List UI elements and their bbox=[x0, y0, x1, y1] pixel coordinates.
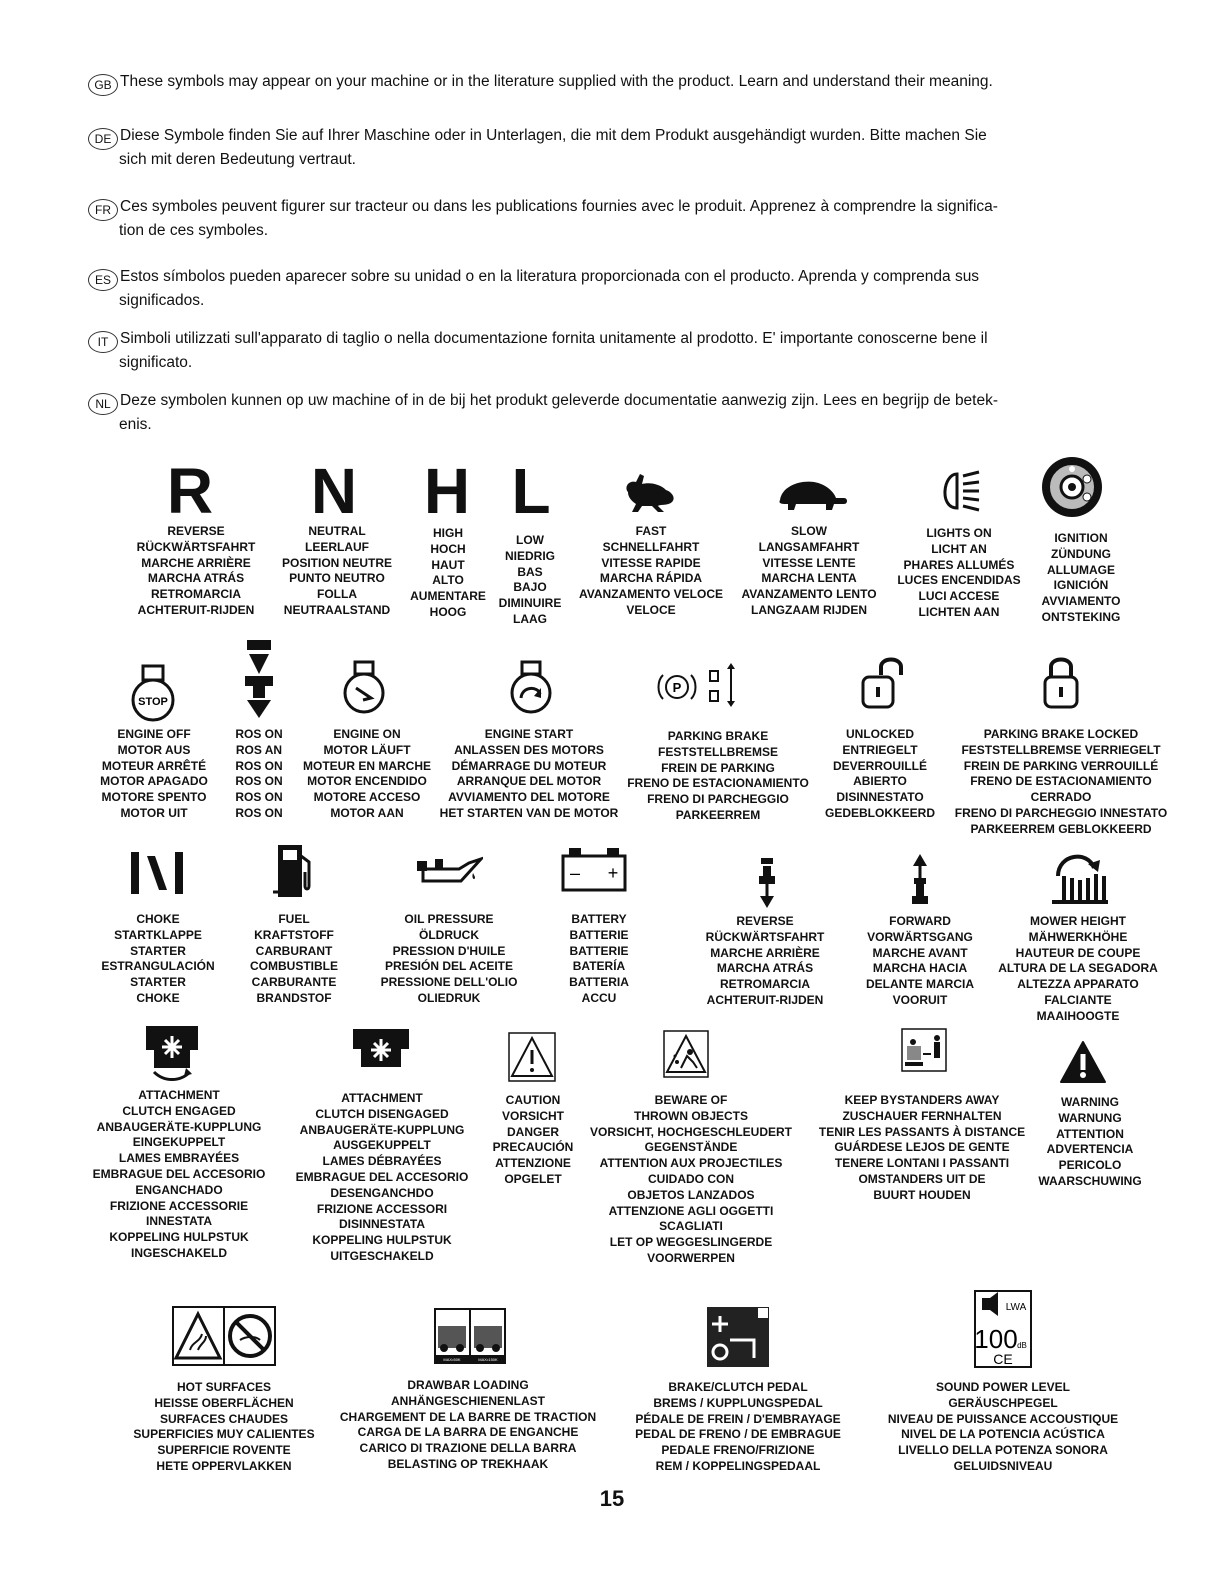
label-engine-start: ENGINE START ANLASSEN DES MOTORS DÉMARRAGE DU MOTEUR ARRANQUE DEL MOTOR AVVIAMENTO DEL MOTORE HET STARTEN VAN DE MOTOR bbox=[439, 727, 619, 820]
label-reverse2: REVERSE RÜCKWÄRTSFAHRT MARCHE ARRIÈRE MARCHA ATRÁS RETROMARCIA ACHTERUIT-RIJDEN bbox=[705, 914, 825, 1007]
label-fast: FAST SCHNELLFAHRT VITESSE RAPIDE MARCHA RÁPIDA AVANZAMENTO VELOCE VELOCE bbox=[578, 524, 724, 617]
neutral-letter-icon: N bbox=[310, 455, 358, 527]
ros-mower-icon bbox=[239, 638, 279, 720]
intro-fr bbox=[88, 197, 1138, 240]
lang-badge-de: DE bbox=[88, 128, 118, 150]
intro-fr-text: Ces symboles peuvent figurer sur tracteur ou dans les publications fournies avec le produit. Apprenez à comprendre la significa- bbox=[120, 198, 998, 215]
lwa-text: LWA bbox=[1005, 1302, 1027, 1313]
label-sound-power: SOUND POWER LEVEL GERÄUSCHPEGEL NIVEAU DE PUISSANCE ACCOUSTIQUE NIVEL DE LA POTENCIA ACÚSTICA LIVELLO DELLA POTENZA SONORA GELUIDSNIVEAU bbox=[887, 1380, 1119, 1473]
intro-es-text: Estos símbolos pueden aparecer sobre su unidad o en la literatura proporcionada con el producto. Aprenda y comprenda sus bbox=[120, 268, 980, 285]
label-forward: FORWARD VORWÄRTSGANG MARCHE AVANT MARCHA HACIA DELANTE MARCIA VOORUIT bbox=[866, 914, 974, 1007]
label-low: LOW NIEDRIG BAS BAJO DIMINUIRE LAAG bbox=[498, 533, 562, 626]
label-warning: WARNING WARNUNG ATTENTION ADVERTENCIA PERICOLO WAARSCHUWING bbox=[1038, 1095, 1142, 1188]
label-caution: CAUTION VORSICHT DANGER PRECAUCIÓN ATTENZIONE OPGELET bbox=[492, 1093, 574, 1186]
fuel-pump-icon bbox=[269, 842, 315, 898]
attachment-disengaged-icon bbox=[349, 1025, 413, 1069]
label-thrown-objects: BEWARE OF THROWN OBJECTS VORSICHT, HOCHGESCHLEUDERT GEGENSTÄNDE ATTENTION AUX PROJECTILES CUIDADO CON OBJETOS LANZADOS ATTENZIONE AGLI OGGETTI SCAGLIATI LET OP WEGGESLINGERDE VOORWERPEN bbox=[589, 1093, 793, 1265]
brake-clutch-pedal-icon bbox=[706, 1306, 770, 1368]
high-letter-icon: H bbox=[423, 455, 471, 527]
max2-text: MAX•150K bbox=[478, 1357, 498, 1362]
choke-icon bbox=[127, 850, 187, 896]
p-text: P bbox=[672, 680, 682, 695]
intro-de-cont: sich mit deren Bedeutung vertraut. bbox=[119, 151, 356, 168]
label-high: HIGH HOCH HAUT ALTO AUMENTARE HOOG bbox=[410, 526, 486, 619]
intro-de bbox=[88, 126, 1138, 169]
label-fuel: FUEL KRAFTSTOFF CARBURANT COMBUSTIBLE CARBURANTE BRANDSTOF bbox=[250, 912, 338, 1005]
intro-it-cont: significato. bbox=[119, 354, 193, 371]
warning-icon bbox=[1059, 1040, 1107, 1084]
intro-nl-text: Deze symbolen kunnen op uw machine of in de bij het produkt geleverde documentatie aanwezig zijn. Lees en begrijp de betek- bbox=[120, 392, 999, 409]
label-brake-pedal: BRAKE/CLUTCH PEDAL BREMS / KUPPLUNGSPEDAL PÉDALE DE FREIN / D'EMBRAYAGE PEDAL DE FRENO / DE EMBRAGUE PEDALE FRENO/FRIZIONE REM / KOPPELINGSPEDAAL bbox=[635, 1380, 841, 1473]
label-attachment-engaged: ATTACHMENT CLUTCH ENGAGED ANBAUGERÄTE-KUPPLUNG EINGEKUPPELT LAMES EMBRAYÉES EMBRAGUE DEL ACCESORIO ENGANCHADO FRIZIONE ACCESSORIE INNESTATA KOPPELING HULPSTUK INGESCHAKELD bbox=[92, 1088, 266, 1260]
db-value-text: 100 bbox=[974, 1324, 1018, 1354]
label-mower-height: MOWER HEIGHT MÄHWERKHÖHE HAUTEUR DE COUPE ALTURA DE LA SEGADORA ALTEZZA APPARATO FALCIANTE MAAIHOOGTE bbox=[998, 914, 1158, 1023]
label-engine-on: ENGINE ON MOTOR LÄUFT MOTEUR EN MARCHE MOTOR ENCENDIDO MOTORE ACCESO MOTOR AAN bbox=[303, 727, 431, 820]
label-engine-off: ENGINE OFF MOTOR AUS MOTEUR ARRÊTÉ MOTOR APAGADO MOTORE SPENTO MOTOR UIT bbox=[100, 727, 208, 820]
intro-fr-cont: tion de ces symboles. bbox=[119, 222, 269, 239]
stop-text: STOP bbox=[138, 696, 168, 708]
label-brake-locked: PARKING BRAKE LOCKED FESTSTELLBREMSE VERRIEGELT FREIN DE PARKING VERROUILLÉ FRENO DE ESTACIONAMIENTO CERRADO FRENO DI PARCHEGGIO INNESTATO PARKEERREM GEBLOKKEERD bbox=[954, 727, 1168, 836]
oil-can-icon bbox=[413, 851, 483, 891]
lang-badge-nl: NL bbox=[88, 393, 118, 415]
rabbit-icon bbox=[620, 470, 680, 514]
label-choke: CHOKE STARTKLAPPE STARTER ESTRANGULACIÓN STARTER CHOKE bbox=[101, 912, 215, 1005]
lang-badge-it: IT bbox=[88, 331, 118, 353]
caution-icon bbox=[508, 1032, 556, 1082]
intro-gb-text: These symbols may appear on your machine or in the literature supplied with the product. Learn and understand their meaning. bbox=[120, 73, 993, 90]
max1-text: MAX•50K bbox=[443, 1357, 461, 1362]
intro-gb bbox=[88, 72, 1138, 96]
intro-it bbox=[88, 329, 1138, 372]
drawbar-loading-icon bbox=[434, 1308, 506, 1364]
label-battery: BATTERY BATTERIE BATTERIE BATERÍA BATTERIA ACCU bbox=[569, 912, 629, 1005]
label-keep-bystanders: KEEP BYSTANDERS AWAY ZUSCHAUER FERNHALTEN TENIR LES PASSANTS À DISTANCE GUÁRDESE LEJOS DE GENTE TENERE LONTANI I PASSANTI OMSTANDERS UIT DE BUURT HOUDEN bbox=[818, 1093, 1026, 1202]
intro-nl-cont: enis. bbox=[119, 416, 152, 433]
db-unit-text: dB bbox=[1017, 1341, 1027, 1350]
engine-start-icon bbox=[508, 660, 554, 714]
sound-power-level-icon bbox=[974, 1290, 1032, 1368]
label-attachment-disengaged: ATTACHMENT CLUTCH DISENGAGED ANBAUGERÄTE-KUPPLUNG AUSGEKUPPELT LAMES DÉBRAYÉES EMBRAGUE DEL ACCESORIO DESENGANCHDO FRIZIONE ACCESSORI DISINNESTATA KOPPELING HULPSTUK UITGESCHAKELD bbox=[295, 1091, 469, 1263]
intro-de-text: Diese Symbole finden Sie auf Ihrer Maschine oder in Unterlagen, die mit dem Produkt ausgehändigt wurden. Bitte machen Sie bbox=[120, 127, 987, 144]
label-oil: OIL PRESSURE ÖLDRUCK PRESSION D'HUILE PRESIÓN DEL ACEITE PRESSIONE DELL'OLIO OLIEDRUK bbox=[380, 912, 518, 1005]
lang-badge-gb: GB bbox=[88, 74, 118, 96]
page-number: 15 bbox=[599, 1486, 625, 1511]
label-hot-surfaces: HOT SURFACES HEISSE OBERFLÄCHEN SURFACES CHAUDES SUPERFICIES MUY CALIENTES SUPERFICIE ROVENTE HETE OPPERVLAKKEN bbox=[133, 1380, 315, 1473]
label-ignition: IGNITION ZÜNDUNG ALLUMAGE IGNICIÓN AVVIAMENTO ONTSTEKING bbox=[1041, 531, 1121, 624]
label-ros-on: ROS ON ROS AN ROS ON ROS ON ROS ON ROS ON bbox=[235, 727, 283, 820]
intro-es-cont: significados. bbox=[119, 292, 205, 309]
low-letter-icon: L bbox=[511, 455, 551, 527]
intro-es bbox=[88, 267, 1138, 310]
label-drawbar: DRAWBAR LOADING ANHÄNGESCHIENENLAST CHARGEMENT DE LA BARRE DE TRACTION CARGA DE LA BARRA DE ENGANCHE CARICO DI TRAZIONE DELLA BARRA BELASTING OP TREKHAAK bbox=[339, 1378, 597, 1471]
engine-on-icon bbox=[341, 660, 387, 714]
engine-off-icon bbox=[128, 664, 178, 724]
label-parking-brake: PARKING BRAKE FESTSTELLBREMSE FREIN DE PARKING FRENO DE ESTACIONAMIENTO FRENO DI PARCHEGGIO PARKEERREM bbox=[627, 729, 809, 822]
ignition-key-icon bbox=[1040, 455, 1104, 519]
plus-text: + bbox=[607, 863, 619, 883]
headlight-icon bbox=[933, 466, 983, 516]
mower-height-icon bbox=[1048, 848, 1108, 906]
lang-badge-fr: FR bbox=[88, 199, 118, 221]
reverse-tractor-icon bbox=[755, 856, 779, 908]
label-lights: LIGHTS ON LICHT AN PHARES ALLUMÉS LUCES ENCENDIDAS LUCI ACCESE LICHTEN AAN bbox=[897, 526, 1021, 619]
turtle-icon bbox=[770, 478, 850, 512]
label-neutral: NEUTRAL LEERLAUF POSITION NEUTRE PUNTO NEUTRO FOLLA NEUTRAALSTAND bbox=[281, 524, 393, 617]
hot-surfaces-icon bbox=[172, 1306, 276, 1366]
locked-icon bbox=[1041, 655, 1081, 713]
battery-icon bbox=[559, 846, 629, 892]
label-unlocked: UNLOCKED ENTRIEGELT DEVERROUILLÉ ABIERTO DISINNESTATO GEDEBLOKKEERD bbox=[824, 727, 936, 820]
thrown-objects-icon bbox=[663, 1030, 709, 1078]
forward-tractor-icon bbox=[908, 854, 932, 906]
attachment-engaged-icon bbox=[140, 1022, 204, 1084]
parking-brake-icon bbox=[655, 661, 745, 707]
ce-text: CE bbox=[993, 1351, 1013, 1367]
intro-it-text: Simboli utilizzati sull'apparato di taglio o nella documentazione fornita unitamente al prodotto. E' importante conoscerne bene il bbox=[120, 330, 988, 347]
label-reverse: REVERSE RÜCKWÄRTSFAHRT MARCHE ARRIÈRE MARCHA ATRÁS RETROMARCIA ACHTERUIT-RIJDEN bbox=[136, 524, 256, 617]
intro-nl bbox=[88, 391, 1138, 434]
keep-bystanders-away-icon bbox=[901, 1028, 947, 1072]
minus-text: – bbox=[569, 863, 581, 883]
lang-badge-es: ES bbox=[88, 269, 118, 291]
label-slow: SLOW LANGSAMFAHRT VITESSE LENTE MARCHA LENTA AVANZAMENTO LENTO LANGZAAM RIJDEN bbox=[741, 524, 877, 617]
unlocked-icon bbox=[857, 655, 909, 713]
reverse-letter-icon: R bbox=[166, 455, 214, 527]
